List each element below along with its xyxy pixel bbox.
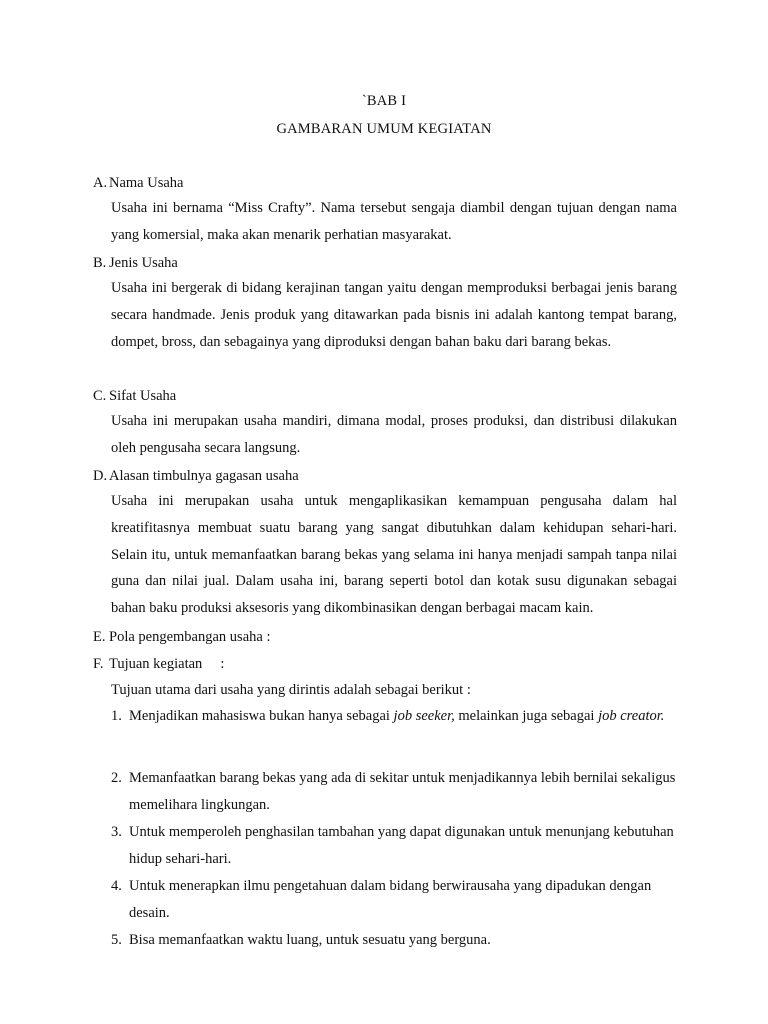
section-f-colon: : (220, 656, 225, 672)
section-b-heading (93, 254, 178, 272)
chapter-label: `BAB I (361, 93, 407, 109)
list-item-1 (111, 703, 677, 730)
list-text-3: Untuk memperoleh penghasilan tambahan yang dapat digunakan untuk menunjang kebutuhan hidup sehari-hari. (129, 824, 674, 867)
section-a-title: Nama Usaha (109, 175, 184, 191)
list-item-5 (111, 927, 677, 954)
section-d-letter: D. (93, 468, 108, 484)
section-c-heading (93, 387, 176, 405)
list-item-2 (111, 765, 677, 819)
section-d-title: Alasan timbulnya gagasan usaha (109, 468, 299, 484)
section-b-title: Jenis Usaha (109, 255, 178, 271)
list-number-5: 5. (111, 932, 122, 948)
list-text-2: Memanfaatkan barang bekas yang ada di sekitar untuk menjadikannya lebih bernilai sekaligus memelihara lingkungan. (129, 770, 676, 813)
list-number-3: 3. (111, 824, 122, 840)
section-c-body: Usaha ini merupakan usaha mandiri, dimana modal, proses produksi, dan distribusi dilakukan oleh pengusaha secara langsung. (111, 413, 677, 456)
section-e-title: Pola pengembangan usaha : (109, 629, 271, 645)
section-e-letter: E. (93, 629, 106, 645)
section-a-body: Usaha ini bernama “Miss Crafty”. Nama tersebut sengaja diambil dengan tujuan dengan nama yang komersial, maka akan menarik perhatian masyarakat. (111, 200, 677, 243)
section-e-heading (93, 628, 270, 646)
list-text-1 (129, 703, 677, 730)
section-c-title: Sifat Usaha (109, 388, 177, 404)
chapter-title: GAMBARAN UMUM KEGIATAN (276, 121, 492, 137)
section-a-letter: A. (93, 175, 108, 191)
job-seeker-term: job seeker, (393, 708, 455, 724)
section-f-heading (93, 655, 224, 673)
section-d-heading (93, 467, 299, 485)
section-c-letter: C. (93, 388, 107, 404)
section-b-body: Usaha ini bergerak di bidang kerajinan tangan yaitu dengan memproduksi berbagai jenis barang secara handmade. Jenis produk yang ditawarkan pada bisnis ini adalah kantong tempat barang, dompet, bross, dan sebagainya yang diproduksi dengan bahan baku dari barang bekas. (111, 280, 677, 350)
section-b-letter: B. (93, 255, 107, 271)
section-f-intro: Tujuan utama dari usaha yang dirintis adalah sebagai berikut : (111, 682, 471, 698)
section-f-title: Tujuan kegiatan (109, 656, 203, 672)
list-number-4: 4. (111, 878, 122, 894)
list-number-2: 2. (111, 770, 122, 786)
section-a-heading (93, 174, 183, 192)
list-text-4: Untuk menerapkan ilmu pengetahuan dalam bidang berwirausaha yang dipadukan dengan desain. (129, 878, 652, 921)
list-text-1-part: Menjadikan mahasiswa bukan hanya sebagai (129, 708, 394, 724)
list-text-5: Bisa memanfaatkan waktu luang, untuk sesuatu yang berguna. (129, 932, 491, 948)
job-creator-term: job creator. (598, 708, 665, 724)
list-item-3 (111, 819, 677, 873)
section-f-letter: F. (93, 656, 104, 672)
list-text-1-middle: melainkan juga sebagai (454, 708, 599, 724)
list-number-1: 1. (111, 708, 122, 724)
section-d-body: Usaha ini merupakan usaha untuk mengaplikasikan kemampuan pengusaha dalam hal kreatifitasnya membuat suatu barang yang sangat dibutuhkan dalam kehidupan sehari-hari. Selain itu, untuk memanfaatkan barang bekas yang selama ini hanya menjadi sampah tanpa nilai guna dan nilai jual. Dalam usaha ini, barang seperti botol dan kotak susu digunakan sebagai bahan baku produksi aksesoris yang dikombinasikan dengan berbagai macam kain. (111, 493, 677, 617)
list-item-4 (111, 873, 677, 927)
